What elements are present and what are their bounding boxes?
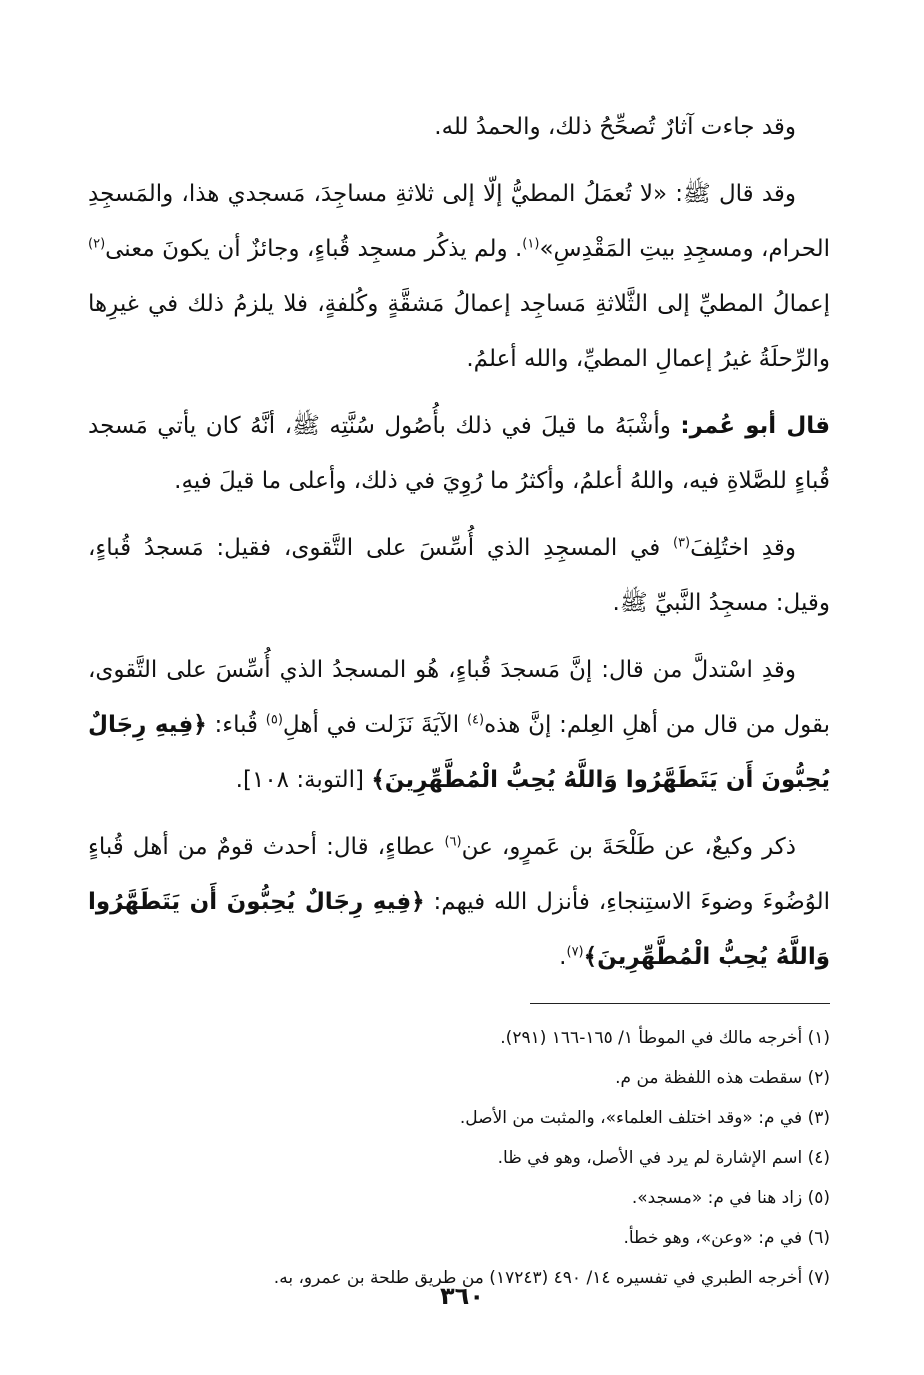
quran-verse: ﴿فِيهِ رِجَالٌ يُحِبُّونَ أَن يَتَطَهَّرُوا وَاللَّهُ يُحِبُّ الْمُطَّهِّرِينَ﴾: [88, 889, 830, 970]
text-run: ذكر وكيعٌ، عن طَلْحَةَ بن عَمرٍو، عن: [461, 834, 796, 860]
footnote-ref-6[interactable]: (٦): [444, 834, 462, 850]
page-body: [88, 100, 830, 1298]
footnote-6: (٦) في م: «وعن»، وهو خطأ.: [623, 1228, 830, 1248]
quran-verse: ﴿فِيهِ رِجَالٌ يُحِبُّونَ أَن يَتَطَهَّرُوا وَاللَّهُ يُحِبُّ الْمُطَّهِّرِينَ﴾: [88, 712, 830, 793]
main-text: [88, 100, 830, 985]
verse-reference: [التوبة: ١٠٨].: [235, 767, 372, 793]
paragraph-2: [88, 167, 830, 387]
text-run: . ولم يذكُر مسجِد قُباءٍ، وجائزٌ أن يكونَ معنى: [105, 236, 523, 262]
text-run: في المسجِدِ الذي أُسِّسَ على التَّقوى، فقيل: مَسجدُ قُباءٍ، وقيل: مسجِدُ النَّبيِّ ﷺ.: [88, 535, 830, 616]
footnote-3: (٣) في م: «وقد اختلف العلماء»، والمثبت من الأصل.: [459, 1108, 830, 1128]
paragraph-1: [88, 100, 830, 155]
text-run: وأشْبَهُ ما قيلَ في ذلك بأُصُول سُنَّتِه ﷺ، أنَّهُ كان يأتي مَسجد قُباءٍ للصَّلاةِ فيه، واللهُ أعلمُ، وأكثرُ ما رُوِيَ في ذلك، وأعلى ما قيلَ فيهِ.: [88, 413, 830, 494]
footnotes: [88, 1018, 830, 1298]
paragraph-3: [88, 399, 830, 509]
text-run: إعمالُ المطيِّ إلى الثَّلاثةِ مَساجِد إعمالُ مَشقَّةٍ وكُلفةٍ، فلا يلزمُ ذلك في غيرِها والرِّحلَةُ غيرُ إعمالِ المطيِّ، والله أعلمُ.: [88, 291, 830, 372]
text-run: الآيَةَ نَزَلت في أهلِ: [282, 712, 467, 738]
speaker-label: قال أبو عُمر:: [680, 413, 831, 439]
footnote-7: (٧) أخرجه الطبري في تفسيره ١٤/ ٤٩٠ (١٧٢٤٣) من طريق طلحة بن عمرو، به.: [273, 1268, 830, 1288]
footnote-ref-4[interactable]: (٤): [466, 712, 485, 728]
footnote-ref-3[interactable]: (٣): [672, 535, 691, 551]
text-run: وقد قال ﷺ: «لا تُعمَلُ المطيُّ إلّا إلى ثلاثةِ مساجِدَ، مَسجدي هذا، والمَسجِدِ الحرام، ومسجِدِ بيتِ المَقْدِسِ»: [88, 181, 830, 262]
footnote-separator: [530, 1003, 830, 1004]
text-run: .: [559, 944, 567, 970]
paragraph-4: [88, 521, 830, 631]
footnote-ref-1[interactable]: (١): [522, 236, 540, 252]
footnote-ref-5[interactable]: (٥): [265, 712, 283, 728]
text-run: قُباء:: [214, 712, 266, 738]
footnote-ref-2[interactable]: (٢): [88, 236, 106, 252]
footnote-ref-7[interactable]: (٧): [566, 944, 584, 960]
text-run: وقدِ اختُلِفَ: [690, 535, 796, 561]
footnote-5: (٥) زاد هنا في م: «مسجد».: [631, 1188, 830, 1208]
footnote-4: (٤) اسم الإشارة لم يرد في الأصل، وهو في ظا.: [497, 1148, 830, 1168]
paragraph-5: [88, 643, 830, 808]
text-run: وقد جاءت آثارٌ تُصحِّحُ ذلك، والحمدُ لله.: [434, 114, 796, 140]
text-run: وقدِ اسْتدلَّ من قال: إنَّ مَسجدَ قُباءٍ، هُو المسجدُ الذي أُسِّسَ على التَّقوى، بقول من قال من أهلِ العِلم: إنَّ هذه: [88, 657, 830, 738]
page-number: ٣٦٠: [440, 1282, 484, 1310]
footnote-1: (١) أخرجه مالك في الموطأ ١/ ١٦٥-١٦٦ (٢٩١).: [500, 1028, 830, 1048]
footnote-2: (٢) سقطت هذه اللفظة من م.: [615, 1068, 830, 1088]
text-run: عطاءٍ، قال: أحدث قومٌ من أهل قُباءٍ الوُضُوءَ وضوءَ الاستِنجاءِ، فأنزل الله فيهم:: [88, 834, 831, 915]
paragraph-6: [88, 820, 830, 985]
